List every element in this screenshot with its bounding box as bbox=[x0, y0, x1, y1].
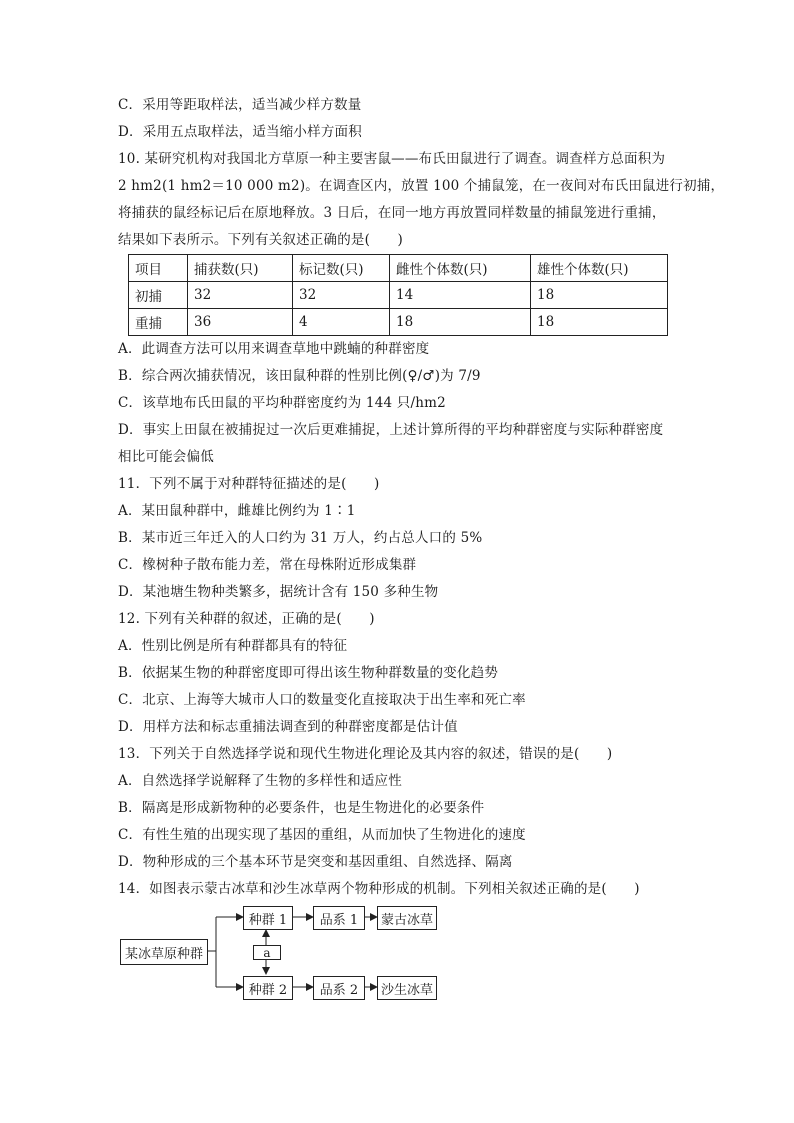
table-row bbox=[129, 309, 668, 336]
question-10-option-c: C．该草地布氏田鼠的平均种群密度约为 144 只/hm2 bbox=[118, 395, 446, 411]
question-10-option-a: A．此调查方法可以用来调查草地中跳蝻的种群密度 bbox=[118, 341, 430, 357]
question-12-option-c: C．北京、上海等大城市人口的数量变化直接取决于出生率和死亡率 bbox=[118, 692, 526, 708]
table-cell: 4 bbox=[293, 309, 390, 336]
origin-population-box: 某冰草原种群 bbox=[120, 939, 208, 965]
table-header-cell: 标记数(只) bbox=[293, 255, 390, 282]
question-12-option-a: A．性别比例是所有种群都具有的特征 bbox=[118, 638, 348, 654]
species-2-box: 沙生冰草 bbox=[377, 976, 437, 1000]
question-11-option-b: B．某市近三年迁入的人口约为 31 万人，约占总人口的 5% bbox=[118, 530, 483, 546]
question-14 bbox=[118, 876, 678, 1021]
question-10-stem-line-4: 结果如下表所示。下列有关叙述正确的是( ) bbox=[118, 232, 403, 248]
question-11-option-a: A．某田鼠种群中，雌雄比例约为 1∶1 bbox=[118, 503, 356, 519]
question-13-stem: 13．下列关于自然选择学说和现代生物进化理论及其内容的叙述，错误的是( ) bbox=[118, 746, 613, 762]
species-1-box: 蒙古冰草 bbox=[377, 906, 437, 930]
speciation-diagram bbox=[118, 911, 678, 1021]
question-12-stem: 12. 下列有关种群的叙述，正确的是( ) bbox=[118, 611, 375, 627]
table-cell: 18 bbox=[531, 309, 668, 336]
table-cell: 32 bbox=[293, 282, 390, 309]
question-10-option-d: D．事实上田鼠在被捕捉过一次后更难捕捉，上述计算所得的平均种群密度与实际种群密度 bbox=[118, 422, 664, 438]
question-13-option-a: A．自然选择学说解释了生物的多样性和适应性 bbox=[118, 773, 402, 789]
strain-2-box: 品系 2 bbox=[313, 976, 365, 1000]
table-cell: 18 bbox=[390, 309, 531, 336]
table-row bbox=[129, 282, 668, 309]
question-10-stem-line-2: 2 hm2(1 hm2＝10 000 m2)。在调查区内，放置 100 个捕鼠笼，在一夜间对布氏田鼠进行初捕， bbox=[118, 178, 725, 194]
question-13 bbox=[118, 741, 678, 876]
question-10-stem-line-1: 10. 某研究机构对我国北方草原一种主要害鼠——布氏田鼠进行了调查。调查样方总面积为 bbox=[118, 151, 666, 167]
table-cell: 36 bbox=[188, 309, 293, 336]
strain-1-box: 品系 1 bbox=[313, 906, 365, 930]
table-header-cell: 雌性个体数(只) bbox=[390, 255, 531, 282]
question-10-option-b: B．综合两次捕获情况，该田鼠种群的性别比例(♀/♂)为 7/9 bbox=[118, 368, 481, 384]
question-13-option-b: B．隔离是形成新物种的必要条件，也是生物进化的必要条件 bbox=[118, 800, 485, 816]
table-header-row bbox=[129, 255, 668, 282]
table-cell: 18 bbox=[531, 282, 668, 309]
table-cell: 初捕 bbox=[129, 282, 188, 309]
population-1-box: 种群 1 bbox=[243, 906, 293, 930]
option-c-previous: C．采用等距取样法，适当减少样方数量 bbox=[118, 97, 362, 113]
question-10-stem-line-3: 将捕获的鼠经标记后在原地释放。3 日后，在同一地方再放置同样数量的捕鼠笼进行重捕， bbox=[118, 205, 666, 221]
capture-table bbox=[128, 254, 668, 336]
question-12-option-d: D．用样方法和标志重捕法调查到的种群密度都是估计值 bbox=[118, 719, 458, 735]
question-11 bbox=[118, 471, 678, 606]
document-page bbox=[118, 92, 725, 1021]
question-11-option-d: D．某池塘生物种类繁多，据统计含有 150 多种生物 bbox=[118, 584, 439, 600]
table-header-cell: 项目 bbox=[129, 255, 188, 282]
table-cell: 32 bbox=[188, 282, 293, 309]
question-13-option-d: D．物种形成的三个基本环节是突变和基因重组、自然选择、隔离 bbox=[118, 854, 513, 870]
table-header-cell: 雄性个体数(只) bbox=[531, 255, 668, 282]
question-11-option-c: C．橡树种子散布能力差，常在母株附近形成集群 bbox=[118, 557, 417, 573]
question-12-option-b: B．依据某生物的种群密度即可得出该生物种群数量的变化趋势 bbox=[118, 665, 499, 681]
option-d-previous: D．采用五点取样法，适当缩小样方面积 bbox=[118, 124, 362, 140]
question-13-option-c: C．有性生殖的出现实现了基因的重组，从而加快了生物进化的速度 bbox=[118, 827, 526, 843]
table-cell: 14 bbox=[390, 282, 531, 309]
question-10-option-d-continued: 相比可能会偏低 bbox=[118, 449, 214, 465]
barrier-a-box: a bbox=[253, 945, 281, 960]
question-10 bbox=[118, 146, 725, 471]
question-12 bbox=[118, 606, 678, 741]
question-11-stem: 11．下列不属于对种群特征描述的是( ) bbox=[118, 476, 380, 492]
table-cell: 重捕 bbox=[129, 309, 188, 336]
population-2-box: 种群 2 bbox=[243, 976, 293, 1000]
question-14-stem: 14．如图表示蒙古冰草和沙生冰草两个物种形成的机制。下列相关叙述正确的是( ) bbox=[118, 881, 640, 897]
table-header-cell: 捕获数(只) bbox=[188, 255, 293, 282]
